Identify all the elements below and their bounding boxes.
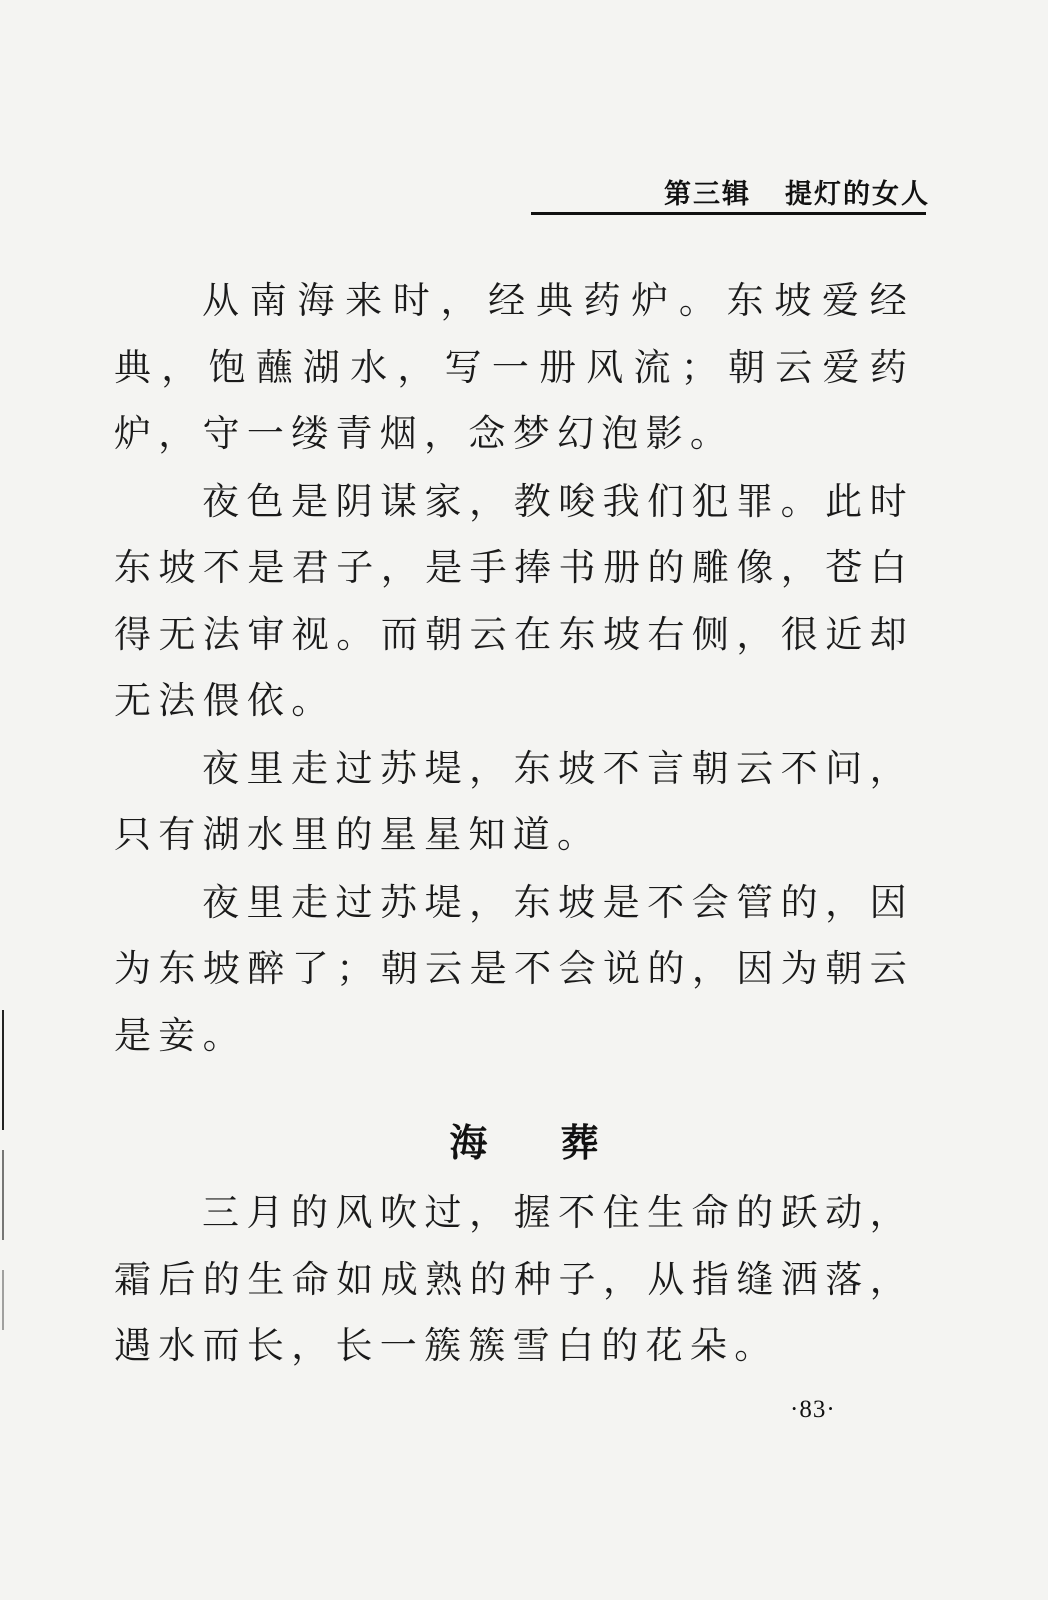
section-title: 海 葬 <box>449 1120 629 1165</box>
running-header <box>664 172 930 211</box>
page-number: ·83· <box>790 1396 836 1423</box>
paragraph: 夜里走过苏堤，东坡不言朝云不问，只有湖水里的星星知道。 <box>114 746 914 856</box>
section-body <box>114 1180 914 1380</box>
scan-edge-mark <box>2 1150 4 1240</box>
scan-edge-mark <box>2 1270 4 1330</box>
chapter-label: 第三辑 <box>664 179 751 210</box>
paragraph: 夜色是阴谋家，教唆我们犯罪。此时东坡不是君子，是手捧书册的雕像，苍白得无法审视。而朝云在东坡右侧，很近却无法偎依。 <box>114 479 914 722</box>
paragraph: 三月的风吹过，握不住生命的跃动，霜后的生命如成熟的种子，从指缝洒落，遇水而长，长一簇簇雪白的花朵。 <box>114 1191 914 1367</box>
scan-edge-mark <box>2 1010 4 1130</box>
paragraph: 夜里走过苏堤，东坡是不会管的，因为东坡醉了；朝云是不会说的，因为朝云是妾。 <box>114 880 914 1057</box>
header-rule <box>531 212 926 215</box>
chapter-title: 提灯的女人 <box>785 179 930 210</box>
paragraph: 从南海来时，经典药炉。东坡爱经典，饱蘸湖水，写一册风流；朝云爱药炉，守一缕青烟，念梦幻泡影。 <box>114 279 914 455</box>
body-text <box>114 268 914 1070</box>
